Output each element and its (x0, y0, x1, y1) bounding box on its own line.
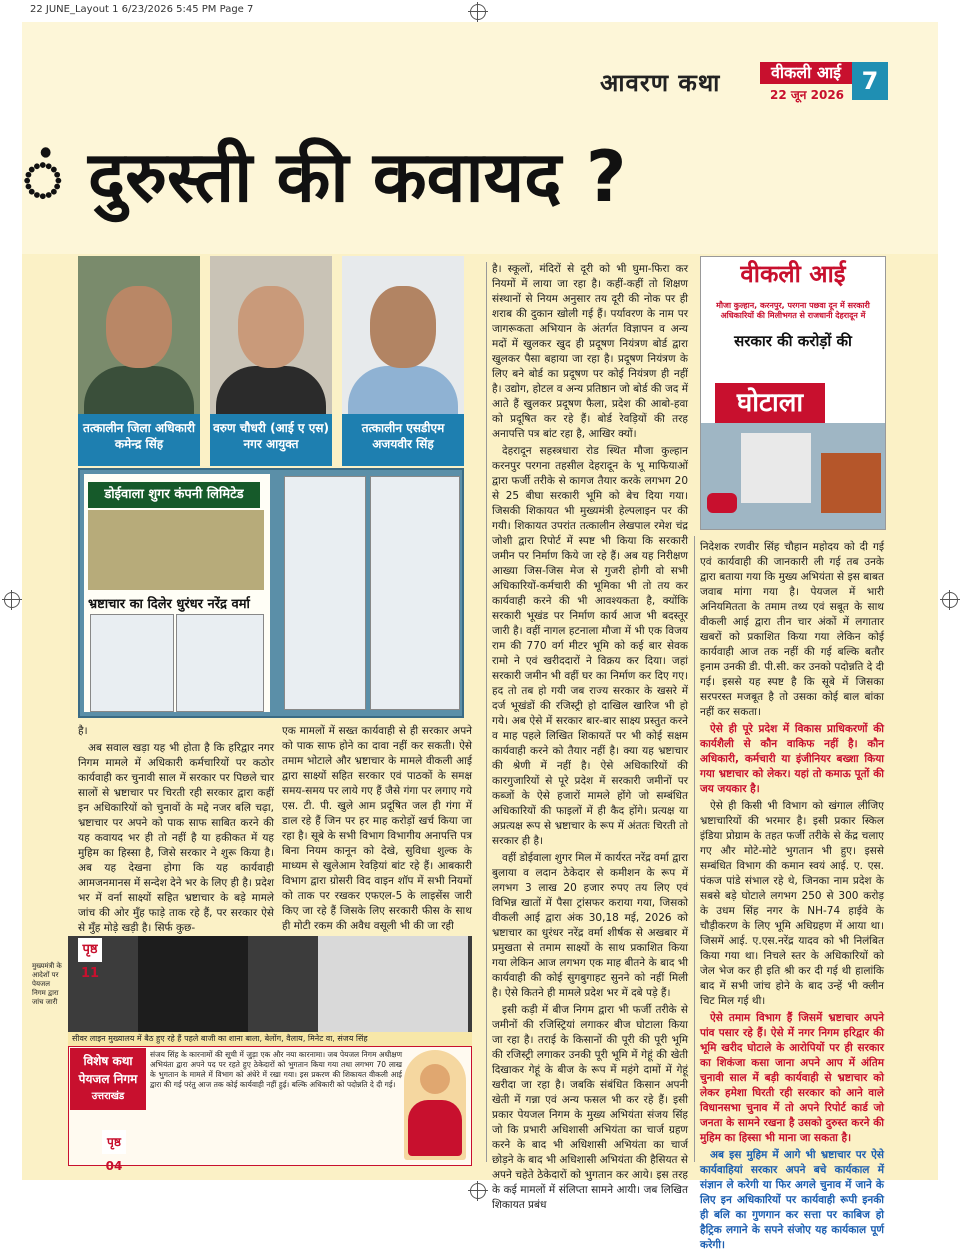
page-number: 7 (852, 62, 888, 100)
registration-mark-icon (942, 592, 958, 608)
cover-photo (701, 423, 885, 529)
clipping-headline: भ्रष्टाचार का दिलेर धुरंधर नरेंद्र वर्मा (88, 597, 250, 612)
portrait-photo (78, 256, 200, 414)
article-column (78, 724, 274, 934)
promo-side-note: मुख्यमंत्री के आदेशों पर पेयजल निगम द्वारा जांच जारी (32, 962, 62, 1006)
paragraph: ऐसे तमाम विभाग हैं जिसमें भ्रष्टाचार अपने पांव पसार रहे हैं। ऐसे में नगर निगम हरिद्वार की भूमि खरीद घोटाले के आरोपियों पर ही सरकार का शिकंजा कसा जाना अपने आप में अंतिम चुनावी साल में बड़ी कार्यवाही से भ्रष्टाचार को लेकर हमेशा घिरती रही सरकार को आने वाले विधानसभा चुनाव में तो अपने रिपोर्ट कार्ड जो जनता के सामने रखना है उसको दुरुस्त करने की मुहिम का हिस्सा भी माना जा सकता है। (700, 1012, 884, 1144)
registration-mark-icon (470, 1183, 486, 1199)
payment-screenshot (370, 476, 460, 710)
publication-date: 22 जून 2026 (770, 88, 845, 102)
article-column (282, 724, 472, 934)
payment-screenshot (284, 476, 366, 710)
paragraph: अब सवाल खड़ा यह भी होता है कि हरिद्वार नगर निगम मामले में अधिकारी कर्मचारियों पर कठोर कार्यवाही कर चुनावी साल में सरकार पर पिछले चार सालों से भ्रष्टाचार पर चिरती रही सरकार द्वारा कहीं इन अधिकारियों को चुनावों के मद्दे नजर बलि चढ़ा, भ्रष्टाचार पर अपने को पाक साफ साबित करने की यह कवायद भर ही तो नहीं है या हकीकत में यह मुहिम का हिस्सा है, जिसे सरकार ने शुरू किया है। अब यह देखना होगा कि यह कार्यवाही आमजनमानस में सन्देश देने भर के लिए ही है। प्रदेश भर में वर्ना साक्ष्यों सहित भ्रष्टाचार के बड़े मामले जांच की ओर मुँह फाड़े ताक रहे हैं, पर सरकार ऐसे से मुँह मोड़े खड़ी है। सिर्फ कुछ- (78, 742, 274, 934)
feature-tag-sub: पेयजल निगम (78, 1072, 138, 1086)
receipt-screenshot (176, 614, 264, 712)
feature-tag (70, 1048, 146, 1110)
article-column (700, 540, 884, 1251)
masthead-logo: वीकली आई (760, 62, 852, 84)
paragraph: वहीं डोईवाला शुगर मिल में कार्यरत नरेंद्र वर्मा द्वारा बुलाया व लदान ठेकेदार से कमीशन के रूप में लगभग 3 लाख 20 हजार रुपए तय लिए एवं विभिन्न खातों में पैसा ट्रांसफर कराया गया, जिसको वीकली आई द्वारा अंक 30,18 मई, 2026 को भ्रष्टाचार का धुरंधर नरेंद्र वर्मा शीर्षक से अखबार में प्रमुखता से तमाम साक्ष्यों के साथ प्रकाशित किया गया लेकिन आज लगभग एक माह बीतने के बाद भी कार्यवाही की कोई सुगबुगाहट सुनने को नहीं मिली है। ऐसे कितने ही मामले प्रदेश भर में दबे पड़े हैं। (492, 852, 688, 999)
cover-masthead: वीकली आई (701, 257, 885, 291)
paragraph: है। स्कूलों, मंदिरों से दूरी को भी घुमा-फिरा कर नियमों में लाया जा रहा है। कहीं-कहीं तो शिक्षण संस्थानों से नियम अनुसार तय दूरी की नोक पर ही शराब की दुकान खोली गई हैं। पर्यावरण के नाम पर जागरूकता अभियान के अंतर्गत विज्ञापन व अन्य मदों में खुलकर खुद ही प्रदूषण नियंत्रण बोर्ड द्वारा खुलकर पैसा बहाया जा रहा है। प्रदूषण नियंत्रण के लिए बने बोर्ड का प्रदूषण पर कोई नियंत्रण ही नहीं है। उद्योग, होटल व अन्य प्रतिष्ठान जो बोर्ड की जद में आते हैं खुलकर प्रदूषण फैला, प्रदेश की आबो-हवा को प्रदूषित कर रहे हैं। बोर्ड रेवड़ियों की तरह अनापत्ति पत्र बांट रहा है, आखिर क्यों। (492, 263, 688, 440)
feature-tag-state: उत्तराखंड (91, 1091, 125, 1102)
photo-caption: वरुण चौधरी (आई ए एस) नगर आयुक्त (210, 414, 332, 466)
clipping-photo (88, 510, 264, 590)
magazine-cover (700, 256, 886, 530)
paragraph: एक मामलों में सख्त कार्यवाही से ही सरकार अपने को पाक साफ होने का दावा नहीं कर सकती। ऐसे तमाम भोटाले और भ्रष्टाचार के मामले वीकली आई द्वारा साक्ष्यों सहित सरकार एवं पाठकों के समक्ष समय-समय पर लाये गए हैं जैसे गंगा पर लगाए गये एस. टी. पी. खुले आम प्रदूषित जल ही गंगा में डाल रहे हैं जिन पर हर माह करोड़ों खर्च किया जा रहा है। सूबे के सभी विभाग विभागीय अनापत्ति पत्र बिना नियम कानून को देखे, सुविधा शुल्क के माध्यम से खुलेआम रेवड़ियां बांट रहे हैं। आबकारी विभाग द्वारा ग्रोसरी विद वाइन शॉप में सभी नियमों को ताक पर रखकर एफएल-5 के लाइसेंस जारी किए जा रहे हैं जिसके लिए सरकारी फीस के साथ ही मोटी रकम की अवैध वसूली भी की जा रही (282, 725, 472, 932)
column-divider (694, 536, 695, 1162)
paragraph: निदेशक रणवीर सिंह चौहान महोदय को दी गई एवं कार्यवाही की जानकारी ली गई तब उनके द्वारा बताया गया कि मुख्य अभियंता से इस बाबत जवाब मांगा गया है। पेयजल में भारी अनियमितता के तमाम तथ्य एवं सबूत के साथ वीकली आई द्वारा तीन चार अंकों में लगातार खबरों को प्रकाशित किया गया लेकिन कोई कार्यवाही आज तक नहीं की गई बल्कि बतौर इनाम उनकी डी. पी.सी. कर उनको पदोन्नति दे दी गई। इससे यह स्पष्ट है कि सूबे में जिसका सरपरस्त मजबूत है तो उसका कोई बाल बांका नहीं कर सकता। (700, 541, 884, 718)
promo-body: संजय सिंह के कारनामों की सूची में जुड़ा एक और नया कारनामा। जब पेयजल निगम अधीक्षण अभियंता द्वारा अपने पद पर रहते हुए ठेकेदारों को भुगतान किया गया तथा लगभग 70 लाख के भुगतान के मामले में विभाग को अंधेरे में रखा गया। इस प्रकरण की शिकायत वीकली आई द्वारा की गई परंतु आज तक कोई कार्यवाही नहीं हुई। बल्कि अधिकारी को पदोन्नति दे दी गई। (150, 1050, 402, 1089)
paragraph: है। (78, 725, 88, 737)
cartoon-illustration (404, 1050, 466, 1160)
clipping-board: डोईवाला शुगर कंपनी लिमिटेड (88, 482, 260, 508)
article-column (492, 262, 688, 1211)
registration-mark-icon (470, 4, 486, 20)
page-reference: पृष्ठ 04 (102, 1130, 126, 1154)
paragraph: अब इस मुहिम में आगे भी भ्रष्टाचार पर ऐसे कार्यवाहियां सरकार अपने बचे कार्यकाल में संज्ञान ले करेगी या फिर अगले चुनाव में जाने के लिए इन अधिकारियों पर कार्यवाही रूपी इनकी ही बलि का गुणगान कर सत्ता पर काबिज हो हैट्रिक लगाने के सपने संजोए यह कार्यकाल पूर्ण करेगी। (700, 1149, 884, 1251)
registration-mark-icon (4, 592, 20, 608)
printer-slug: 22 JUNE_Layout 1 6/23/2026 5:45 PM Page 7 (30, 4, 254, 15)
portrait-photo (210, 256, 332, 414)
cover-subline: मौजा कुल्हान, करनपुर, परगना पछवा दून में सरकारी अधिकारियों की मिलीभगत से राजधानी देहरादून में (716, 301, 870, 320)
page-reference: पृष्ठ 11 (78, 938, 102, 962)
feature-tag-label: विशेष कथा (83, 1054, 133, 1068)
headline: ं दुरुस्ती की कवायद ? (22, 136, 627, 218)
portrait-photo (342, 256, 464, 414)
promo-strip: सीवर लाइन मुख्यालय में बैठ हुए रहे हैं पहले बाजी का शाना बाला, बेलोंग, वैलाय, मिनेट वा, संजय सिंह (68, 1032, 472, 1046)
photo-caption: तत्कालीन जिला अधिकारी कमेन्द्र सिंह (78, 414, 200, 466)
receipt-screenshot (90, 614, 174, 712)
paragraph: इसी कड़ी में बीज निगम द्वारा भी फर्जी तरीके से जमीनों की रजिस्ट्रियां लगाकर बीज घोटाला किया जा रहा है। तराई के किसानों की पूरी की पूरी भूमि की रजिस्ट्री लगाकर उनकी पूरी भूमि में गेहूं की खेती दिखाकर गेहूं के बीज के रूप में महंगे दामों में गेहूं खरीदा जा रहा है। जबकि संबंधित किसान अपनी खेती में गन्ना एवं अन्य फसल भी कर रहे हैं। इसी प्रकार पेयजल निगम के मुख्य अभियंता संजय सिंह जो कि प्रभारी अधिशासी अभियंता का चार्ज ग्रहण करने के बाद भी अधिशासी अभियंता का चार्ज छोड़ने के बाद भी अधिशासी अभियंता की हैसियत से अपने चहेते ठेकेदारों को भुगतान कर आये। इस तरह के कई मामलों में संलिप्ता सामने आयी। जब लिखित शिकायत प्रबंध (492, 1004, 688, 1211)
paragraph: ऐसे ही पूरे प्रदेश में विकास प्राधिकरणों की कार्यशैली से कौन वाकिफ नहीं है। कौन अधिकारी, कर्मचारी या इंजीनियर बख्शा किया गया भ्रष्टाचार को लेकर। यहां तो कमाऊ पूतों की जय जयकार है। (700, 723, 884, 795)
cover-headline-highlight: घोटाला (715, 383, 825, 423)
paragraph: देहरादून सहस्त्रधारा रोड स्थित मौजा कुल्हान करनपुर परगना तहसील देहरादून के भू माफियाओं द्वारा फर्जी तरीके से कागज तैयार करके लगभग 20 से 25 बीघा सरकारी भूमि को बेच दिया गया। जिसकी शिकायत भी मुख्यमंत्री हेल्पलाइन पर की गयी। शिकायत उपरांत तत्कालीन लेखपाल रमेश चंद्र जोशी द्वारा रिपोर्ट में स्पष्ट भी किया कि सरकारी जमीन पर निर्माण किये जा रहे हैं। अब यह निरीक्षण आख्या जिस-जिस मेज से गुजरी होगी वो सभी अधिकारियों-कर्मचारी की भूमिका भी तो तय कर कार्यवाही करने की भी आवश्यकता है, क्योंकि सरकारी भूखंड पर निर्माण कार्य आज भी बदस्तूर जारी है। वहीं नागल हटनाला मौजा में भी एक विजय राम की 770 वर्ग मीटर भूमि को कई बार सेवक रामो ने एवं खरीददारों ने विक्रय कर दिया। जहां सरकारी जमीन भी वहीं घर का निर्माण कर दिए गए। हद तो तब हो गयी जब राज्य सरकार के खसरे में दर्ज भूखंडों की रजिस्ट्री हो दाखिल खारिज भी हो गये। अब ऐसे में सरकार बार-बार साक्ष्य प्रस्तुत करने व माह पहले लिखित शिकायतें पर भी कोई सक्षम कार्यवाही करने को तैयार नहीं है। क्या यह भ्रष्टाचार की श्रेणी में नहीं है। ऐसे अधिकारियों की कारगुजारियों से पूरे प्रदेश में सरकारी जमीनों पर कब्जों के ऐसे हजारों मामले होंगे जो सम्बंधित अधिकारियों की फाइलों में ही कैद होंगे। प्रत्यक्ष या अप्रत्यक्ष रूप से भ्रष्टाचार के रूप में अंततः चिरती तो सरकार ही है। (492, 445, 688, 847)
cover-headline: सरकार की करोड़ों की (734, 332, 852, 350)
column-divider (486, 262, 487, 1162)
photo-caption: तत्कालीन एसडीएम अजयवीर सिंह (342, 414, 464, 466)
paragraph: ऐसे ही किसी भी विभाग को खंगाल लीजिए भ्रष्टाचारियों की भरमार है। इसी प्रकार स्किल इंडिया प्रोग्राम के तहत फर्जी तरीके से केंद्र चलाए गए और मोटे-मोटे भुगतान भी हुए। इससे सम्बंधित विभाग की कमान स्वयं आई. ए. एस. पंकज पांडे संभाल रहे थे, जिनका नाम प्रदेश के सबसे बड़े घोटाले लगभग 250 से 300 करोड़ के उधम सिंह नगर के NH-74 हाईवे के चौड़ीकरण के लिए भूमि अधिग्रहण में आया था। जिसमें आई. ए.एस.नरेंद्र यादव को भी निलंबित किया गया था। निचले स्तर के अधिकारियों को जेल भेज कर ही इति श्री कर दी गई थी हालांकि बाद में सभी जांच होने के बाद उन्हें भी क्लीन चिट मिल गई थी। (700, 800, 884, 1007)
section-label: आवरण कथा (600, 68, 721, 97)
promo-photo (68, 936, 472, 1032)
